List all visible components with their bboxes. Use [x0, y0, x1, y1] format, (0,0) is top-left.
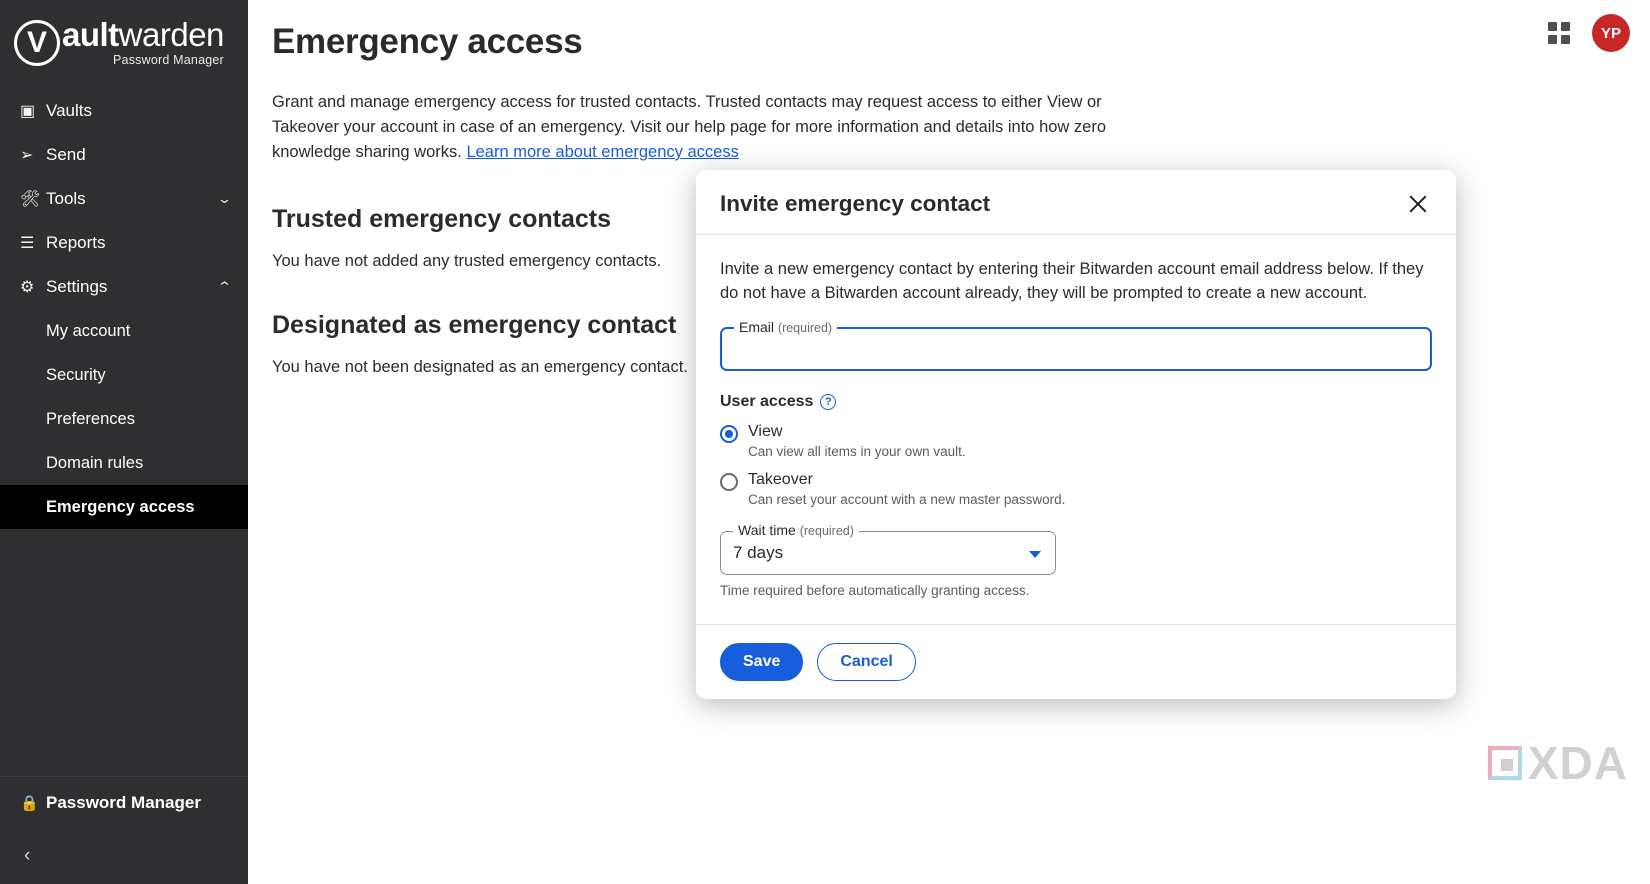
- section-title-trusted: Trusted emergency contacts: [272, 205, 612, 233]
- brand-subtitle: Password Manager: [113, 53, 224, 67]
- vaultwarden-shield-icon: V: [14, 20, 60, 66]
- radio-option-takeover[interactable]: [720, 471, 1432, 507]
- sidebar-subitem-label: Emergency access: [46, 497, 195, 516]
- section-body-trusted: You have not added any trusted emergency contacts.: [272, 252, 662, 270]
- gear-icon: ⚙: [20, 279, 35, 296]
- sidebar-item-label: Reports: [46, 233, 106, 252]
- wait-time-label: Wait time: [738, 522, 796, 538]
- radio-view[interactable]: [720, 425, 738, 443]
- wait-time-value: 7 days: [733, 543, 784, 562]
- sidebar-bottom: [0, 776, 248, 884]
- sidebar-item-vaults[interactable]: [0, 89, 248, 133]
- sidebar-item-label: Send: [46, 145, 86, 164]
- sidebar-collapse-button[interactable]: [0, 828, 248, 884]
- wait-time-required-note: (required): [799, 524, 854, 538]
- radio-takeover-description: Can reset your account with a new master password.: [748, 492, 1066, 507]
- reports-icon: ☰: [20, 235, 35, 252]
- product-switcher-label: Password Manager: [46, 792, 201, 812]
- sidebar-item-reports[interactable]: [0, 221, 248, 265]
- sidebar-item-domain-rules[interactable]: [0, 441, 248, 485]
- page-title: Emergency access: [272, 22, 583, 61]
- dialog-title: Invite emergency contact: [720, 191, 991, 216]
- close-icon[interactable]: [1404, 190, 1432, 218]
- invite-emergency-contact-dialog: [696, 170, 1456, 699]
- sidebar-item-label: Settings: [46, 277, 108, 296]
- radio-option-view[interactable]: [720, 423, 1432, 459]
- sidebar-subitem-label: Preferences: [46, 409, 135, 428]
- tools-icon: 🛠: [20, 191, 41, 208]
- dialog-description: Invite a new emergency contact by entering their Bitwarden account email address below. If they do not have a Bitwarden account already, they will be prompted to create a new account.: [720, 260, 1424, 302]
- email-input[interactable]: [722, 329, 1430, 369]
- radio-takeover[interactable]: [720, 473, 738, 491]
- wait-time-help-text: Time required before automatically granting access.: [720, 583, 1030, 598]
- page-intro: [248, 90, 1178, 165]
- email-field-legend: [734, 319, 837, 335]
- main-content: [248, 0, 1650, 884]
- dialog-footer: [696, 624, 1456, 699]
- radio-view-description: Can view all items in your own vault.: [748, 444, 966, 459]
- sidebar: [0, 0, 248, 884]
- sidebar-item-security[interactable]: [0, 353, 248, 397]
- send-icon: ➢: [20, 147, 34, 164]
- chevron-up-icon: ⌃: [216, 279, 233, 294]
- email-label: Email: [739, 319, 775, 335]
- section-title-designated: Designated as emergency contact: [272, 311, 677, 339]
- chevron-down-icon[interactable]: [1029, 551, 1041, 558]
- sidebar-subitem-label: My account: [46, 321, 131, 340]
- sidebar-item-my-account[interactable]: [0, 309, 248, 353]
- user-access-label: [720, 393, 1432, 411]
- sidebar-item-settings[interactable]: [0, 265, 248, 309]
- user-access-label-text: User access: [720, 393, 814, 410]
- xda-watermark: [1488, 737, 1628, 789]
- sidebar-item-label: Tools: [46, 189, 86, 208]
- radio-takeover-label: Takeover: [748, 471, 813, 488]
- wait-time-legend: [733, 522, 859, 538]
- learn-more-link[interactable]: Learn more about emergency access: [466, 143, 739, 161]
- brand-logo: [0, 0, 248, 77]
- save-button[interactable]: Save: [720, 643, 803, 681]
- vault-icon: ▣: [20, 103, 36, 120]
- sidebar-nav: [0, 89, 248, 529]
- sidebar-item-label: Vaults: [46, 101, 92, 120]
- cancel-button[interactable]: Cancel: [817, 643, 915, 681]
- apps-grid-icon[interactable]: [1548, 22, 1570, 44]
- email-required-note: (required): [777, 321, 833, 335]
- radio-view-label: View: [748, 423, 783, 440]
- sidebar-subitem-label: Security: [46, 365, 106, 384]
- collapse-icon: ‹: [24, 845, 31, 866]
- sidebar-subitem-label: Domain rules: [46, 453, 144, 472]
- xda-watermark-text: XDA: [1527, 737, 1628, 789]
- dialog-body: [696, 235, 1456, 624]
- wait-time-select[interactable]: [720, 522, 1056, 575]
- chevron-down-icon: ⌄: [216, 191, 233, 206]
- email-field[interactable]: [720, 319, 1432, 371]
- sidebar-item-tools[interactable]: [0, 177, 248, 221]
- xda-logo-icon: [1488, 746, 1522, 780]
- product-switcher-password-manager[interactable]: [0, 776, 248, 828]
- help-icon[interactable]: ?: [820, 394, 836, 410]
- brand-title: aultwarden: [62, 16, 224, 53]
- avatar[interactable]: YP: [1592, 14, 1630, 52]
- sidebar-item-emergency-access[interactable]: [0, 485, 248, 529]
- topbar: [1548, 14, 1630, 52]
- section-body-designated: You have not been designated as an emergency contact.: [272, 358, 688, 376]
- lock-icon: 🔒: [20, 794, 39, 812]
- sidebar-item-send[interactable]: [0, 133, 248, 177]
- page-intro-text: Grant and manage emergency access for trusted contacts. Trusted contacts may request access to either View or Takeover your account in case of an emergency. Visit our help page for more information and details into how zero knowledge sharing works.: [272, 93, 1107, 161]
- dialog-header: [696, 170, 1456, 235]
- sidebar-item-preferences[interactable]: [0, 397, 248, 441]
